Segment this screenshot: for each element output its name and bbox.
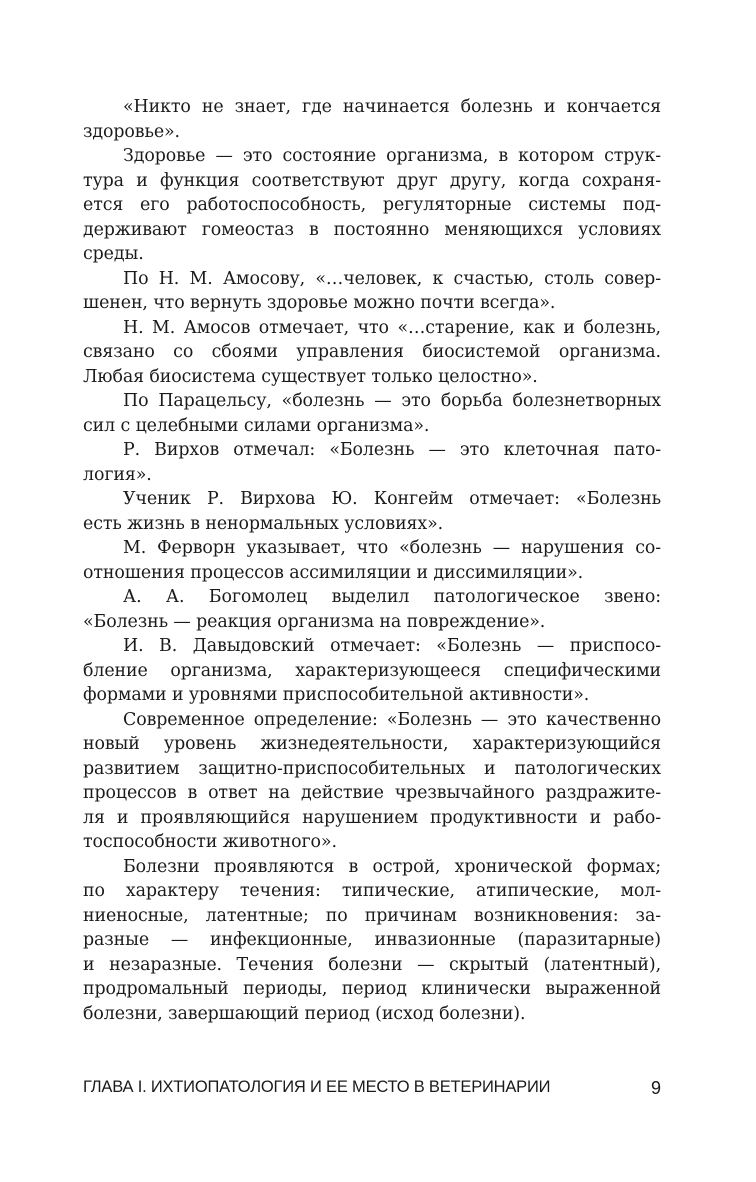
text-line: А. А. Богомолец выделил патологическое звено: (123, 587, 661, 607)
paragraph-11 (83, 708, 661, 855)
paragraph-5 (83, 389, 661, 438)
text-line: ется его работоспособность, регуляторные системы под- (83, 195, 661, 215)
page-footer (83, 1078, 661, 1102)
text-line: Любая биосистема существует только целостно». (83, 366, 538, 387)
text-line: продромальный периоды, период клинически выраженной (83, 979, 661, 999)
text-line: развитием защитно-приспособительных и патологических (83, 758, 661, 779)
text-line: шенен, что вернуть здоровье можно почти всегда». (83, 293, 556, 313)
running-head: ГЛАВА I. ИХТИОПАТОЛОГИЯ И ЕЕ МЕСТО В ВЕТЕРИНАРИИ (83, 1078, 551, 1096)
text-line: ля и проявляющийся нарушением продуктивности и рабо- (83, 807, 661, 828)
paragraph-10 (83, 634, 661, 708)
text-line: Р. Вирхов отмечал: «Болезнь — это клеточная пато- (123, 440, 661, 460)
text-line: связано со сбоями управления биосистемой организма. (83, 342, 661, 362)
text-line: есть жизнь в ненормальных условиях». (83, 513, 444, 534)
text-line: формами и уровнями приспособительной активности». (83, 685, 590, 705)
text-line: разные — инфекционные, инвазионные (паразитарные) (83, 930, 661, 950)
text-line: отношения процессов ассимиляции и диссимиляции». (83, 562, 584, 583)
paragraph-2 (83, 144, 661, 267)
text-line: Н. М. Амосов отмечает, что «…старение, как и болезнь, (123, 317, 661, 338)
paragraph-4 (83, 316, 661, 390)
text-line: Ученик Р. Вирхова Ю. Конгейм отмечает: «Болезнь (123, 489, 661, 509)
text-line: «Болезнь — реакция организма на повреждение». (83, 611, 546, 632)
text-line: тоспособности животного». (83, 832, 337, 852)
text-line: Здоровье — это состояние организма, в котором струк- (123, 146, 661, 166)
text-line: «Никто не знает, где начинается болезнь и кончается (123, 97, 661, 117)
text-line: процессов в ответ на действие чрезвычайного раздражите- (83, 783, 661, 803)
paragraph-9 (83, 585, 661, 634)
page-number: 9 (650, 1078, 661, 1098)
text-line: и незаразные. Течения болезни — скрытый (латентный), (83, 954, 661, 975)
text-line: болезни, завершающий период (исход болезни). (83, 1003, 526, 1024)
text-line: держивают гомеостаз в постоянно меняющихся условиях (83, 219, 661, 240)
paragraph-8 (83, 536, 661, 585)
text-line: новый уровень жизнедеятельности, характеризующийся (83, 734, 661, 754)
text-line: среды. (83, 244, 144, 264)
text-line: по характеру течения: типические, атипические, мол- (83, 881, 661, 901)
text-line: тура и функция соответствуют друг другу, когда сохраня- (83, 170, 661, 191)
text-line: По Парацельсу, «болезнь — это борьба болезнетворных (123, 391, 661, 411)
text-line: М. Ферворн указывает, что «болезнь — нарушения со- (123, 538, 661, 558)
paragraph-1 (83, 95, 661, 144)
text-line: сил с целебными силами организма». (83, 415, 430, 436)
text-line: Современное определение: «Болезнь — это качественно (123, 709, 661, 730)
text-line: бление организма, характеризующееся специфическими (83, 660, 661, 681)
paragraph-6 (83, 438, 661, 487)
paragraph-7 (83, 487, 661, 536)
paragraph-12 (83, 855, 661, 1027)
text-line: логия». (83, 464, 152, 485)
text-line: ниеносные, латентные; по причинам возникновения: за- (83, 905, 661, 926)
text-line: По Н. М. Амосову, «…человек, к счастью, столь совер- (123, 268, 661, 289)
text-line: Болезни проявляются в острой, хронической формах; (123, 856, 661, 877)
text-line: здоровье». (83, 121, 180, 142)
text-line: И. В. Давыдовский отмечает: «Болезнь — приспосо- (123, 636, 661, 656)
page-text (83, 95, 661, 1026)
paragraph-3 (83, 267, 661, 316)
